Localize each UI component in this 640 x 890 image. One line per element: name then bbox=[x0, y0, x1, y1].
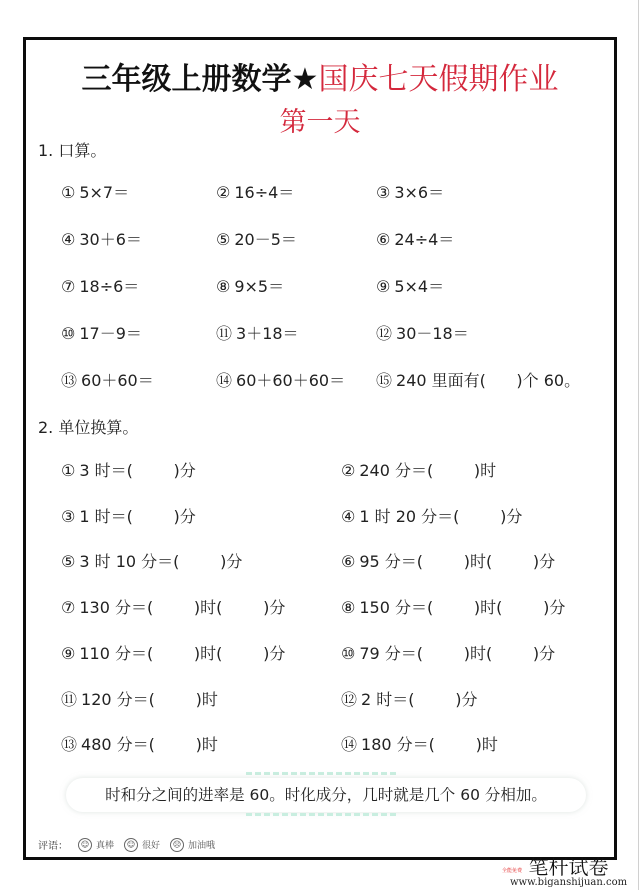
grin-face-icon: ☺ bbox=[78, 838, 92, 852]
conversion-expression: 480 分＝( )时 bbox=[81, 735, 218, 754]
brand-url: www.biganshijuan.com bbox=[510, 877, 628, 888]
conversion-expression: 95 分＝( )时( )分 bbox=[359, 552, 556, 571]
title-holiday-homework: 国庆七天假期作业 bbox=[318, 62, 559, 97]
problem-row bbox=[26, 227, 614, 249]
conversion-expression: 110 分＝( )时( )分 bbox=[79, 644, 286, 663]
math-problem bbox=[61, 180, 129, 203]
problem-number: ⑭ bbox=[216, 371, 233, 390]
math-problem bbox=[216, 368, 345, 391]
conversion-row bbox=[26, 732, 614, 754]
problem-expression: 60＋60＝ bbox=[81, 371, 154, 390]
problem-number: ⑤ bbox=[216, 230, 231, 249]
conversion-row bbox=[26, 458, 614, 480]
problem-row bbox=[26, 368, 614, 390]
problem-expression: 9×5＝ bbox=[234, 277, 285, 296]
math-problem bbox=[376, 321, 469, 344]
brand-watermark bbox=[502, 855, 628, 889]
comment-option-good: 很好 bbox=[142, 841, 161, 851]
title-grade-subject: 三年级上册数学★ bbox=[81, 62, 319, 97]
conversion-problem bbox=[61, 732, 218, 755]
conversion-expression: 2 时＝( )分 bbox=[361, 690, 478, 709]
math-problem bbox=[61, 227, 142, 250]
problem-expression: 5×4＝ bbox=[394, 277, 445, 296]
problem-number: ① bbox=[61, 461, 76, 480]
problem-row bbox=[26, 180, 614, 202]
conversion-problem bbox=[61, 504, 196, 527]
problem-expression: 30－18＝ bbox=[396, 324, 469, 343]
math-problem bbox=[61, 321, 142, 344]
math-problem bbox=[61, 368, 154, 391]
problem-expression: 18÷6＝ bbox=[79, 277, 140, 296]
math-problem bbox=[61, 274, 139, 297]
problem-expression: 3＋18＝ bbox=[236, 324, 299, 343]
cheer-face-icon: ☹ bbox=[170, 838, 184, 852]
conversion-problem bbox=[341, 687, 477, 710]
problem-expression: 16÷4＝ bbox=[234, 183, 295, 202]
conversion-problem bbox=[61, 549, 242, 572]
note-decoration-top bbox=[246, 772, 396, 775]
smile-face-icon: ☺ bbox=[124, 838, 138, 852]
problem-number: ④ bbox=[61, 230, 76, 249]
comment-option-great: 真棒 bbox=[96, 841, 115, 851]
problem-expression: 17－9＝ bbox=[79, 324, 142, 343]
comment-option-keep-going: 加油哦 bbox=[188, 841, 216, 851]
problem-number: ⑨ bbox=[61, 644, 76, 663]
conversion-problem bbox=[61, 687, 218, 710]
problem-number: ③ bbox=[61, 507, 76, 526]
tip-note bbox=[66, 778, 586, 812]
problem-number: ⑫ bbox=[341, 690, 358, 709]
tip-note-text: 时和分之间的进率是 60。时化成分，几时就是几个 60 分相加。 bbox=[105, 786, 547, 804]
problem-number: ② bbox=[341, 461, 356, 480]
conversion-problem bbox=[341, 504, 522, 527]
conversion-expression: 3 时 10 分＝( )分 bbox=[79, 552, 243, 571]
math-problem bbox=[216, 180, 294, 203]
conversion-expression: 1 时 20 分＝( )分 bbox=[359, 507, 523, 526]
worksheet-frame bbox=[23, 37, 617, 860]
problem-expression: 30＋6＝ bbox=[79, 230, 142, 249]
problem-number: ⑩ bbox=[61, 324, 76, 343]
problem-number: ⑬ bbox=[61, 735, 78, 754]
conversion-problem bbox=[61, 641, 285, 664]
conversion-row bbox=[26, 549, 614, 571]
problem-number: ③ bbox=[376, 183, 391, 202]
problem-number: ⑧ bbox=[341, 598, 356, 617]
conversion-problem bbox=[341, 732, 498, 755]
problem-number: ⑧ bbox=[216, 277, 231, 296]
comment-row bbox=[38, 837, 215, 852]
conversion-problem bbox=[341, 595, 565, 618]
conversion-expression: 150 分＝( )时( )分 bbox=[359, 598, 566, 617]
conversion-expression: 79 分＝( )时( )分 bbox=[359, 644, 556, 663]
problem-expression: 20－5＝ bbox=[234, 230, 297, 249]
problem-expression: 5×7＝ bbox=[79, 183, 130, 202]
math-problem bbox=[216, 321, 299, 344]
problem-number: ⑮ bbox=[376, 371, 393, 390]
conversion-expression: 3 时＝( )分 bbox=[79, 461, 196, 480]
conversion-expression: 130 分＝( )时( )分 bbox=[79, 598, 286, 617]
problem-number: ⑬ bbox=[61, 371, 78, 390]
section2-heading: 2. 单位换算。 bbox=[38, 418, 139, 437]
conversion-problem bbox=[341, 641, 555, 664]
problem-number: ⑨ bbox=[376, 277, 391, 296]
conversion-row bbox=[26, 641, 614, 663]
math-problem bbox=[216, 227, 297, 250]
brand-tag: 全能免费 bbox=[502, 868, 523, 874]
page-edge-line bbox=[638, 0, 639, 890]
math-problem bbox=[376, 227, 454, 250]
page-title bbox=[26, 54, 614, 98]
conversion-problem bbox=[61, 595, 285, 618]
problem-expression: 24÷4＝ bbox=[394, 230, 455, 249]
problem-number: ⑭ bbox=[341, 735, 358, 754]
conversion-row bbox=[26, 595, 614, 617]
problem-row bbox=[26, 274, 614, 296]
comment-label: 评语： bbox=[38, 841, 68, 852]
problem-expression: 3×6＝ bbox=[394, 183, 445, 202]
conversion-problem bbox=[341, 458, 496, 481]
problem-number: ① bbox=[61, 183, 76, 202]
problem-number: ⑤ bbox=[61, 552, 76, 571]
problem-number: ④ bbox=[341, 507, 356, 526]
conversion-expression: 1 时＝( )分 bbox=[79, 507, 196, 526]
conversion-expression: 240 分＝( )时 bbox=[359, 461, 497, 480]
note-decoration-bottom bbox=[246, 813, 396, 816]
conversion-problem bbox=[341, 549, 555, 572]
conversion-expression: 120 分＝( )时 bbox=[81, 690, 218, 709]
conversion-problem bbox=[61, 458, 196, 481]
problem-number: ⑫ bbox=[376, 324, 393, 343]
problem-number: ⑪ bbox=[216, 324, 233, 343]
day-subtitle: 第一天 bbox=[279, 107, 361, 138]
math-problem bbox=[376, 180, 444, 203]
problem-number: ⑥ bbox=[376, 230, 391, 249]
section1-heading: 1. 口算。 bbox=[38, 141, 107, 160]
problem-number: ⑪ bbox=[61, 690, 78, 709]
problem-number: ② bbox=[216, 183, 231, 202]
math-problem bbox=[376, 274, 444, 297]
math-problem bbox=[216, 274, 284, 297]
problem-number: ⑥ bbox=[341, 552, 356, 571]
problem-number: ⑦ bbox=[61, 598, 76, 617]
problem-number: ⑩ bbox=[341, 644, 356, 663]
conversion-expression: 180 分＝( )时 bbox=[361, 735, 498, 754]
problem-expression: 60＋60＋60＝ bbox=[236, 371, 346, 390]
problem-expression: 240 里面有( )个 60。 bbox=[396, 371, 581, 390]
conversion-row bbox=[26, 504, 614, 526]
conversion-row bbox=[26, 687, 614, 709]
brand-name: 笔杆试卷 bbox=[528, 855, 609, 879]
math-problem bbox=[376, 368, 580, 391]
problem-number: ⑦ bbox=[61, 277, 76, 296]
problem-row bbox=[26, 321, 614, 343]
